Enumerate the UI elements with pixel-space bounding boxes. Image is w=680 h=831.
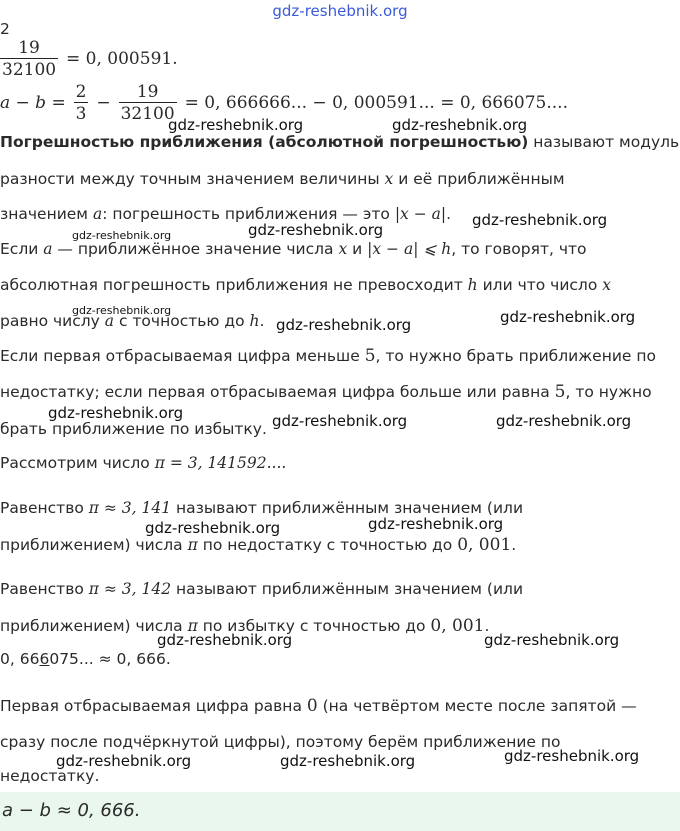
text: . xyxy=(259,312,265,330)
fraction-two-thirds xyxy=(74,82,89,125)
paragraph-2-line-1 xyxy=(0,240,587,258)
definition-text: называют модуль xyxy=(528,133,680,151)
equation-lhs: a − b = xyxy=(0,93,66,113)
watermark[interactable]: gdz-reshebnik.org xyxy=(368,515,504,533)
answer: a − b ≈ 0, 666. xyxy=(2,800,141,821)
watermark[interactable]: gdz-reshebnik.org xyxy=(504,747,640,765)
watermark[interactable]: gdz-reshebnik.org xyxy=(56,752,192,770)
definition-line-1 xyxy=(0,133,679,151)
text: Равенство xyxy=(0,580,89,598)
text: Если первая отбрасываемая цифра меньше xyxy=(0,347,365,365)
watermark[interactable]: gdz-reshebnik.org xyxy=(472,211,608,229)
text: , то нужно xyxy=(565,383,652,401)
text: , то нужно брать приближение по xyxy=(375,347,656,365)
var-a: a xyxy=(43,240,53,258)
text: Первая отбрасываемая цифра равна xyxy=(0,697,307,715)
paragraph-7-line-3: недостатку. xyxy=(0,767,100,785)
var-x: x xyxy=(384,170,394,188)
definition-line-3 xyxy=(0,205,451,223)
var-x: x xyxy=(602,276,611,294)
definition-line-2 xyxy=(0,170,565,188)
paragraph-5-line-2 xyxy=(0,535,516,555)
watermark[interactable]: gdz-reshebnik.org xyxy=(392,116,528,134)
text: 0, 66 xyxy=(0,650,40,668)
text: . xyxy=(446,205,452,223)
watermark[interactable]: gdz-reshebnik.org xyxy=(248,221,384,239)
number-0: 0 xyxy=(306,696,318,716)
fraction-denominator: 32100 xyxy=(120,104,175,124)
paragraph-3-line-2 xyxy=(0,382,652,402)
paragraph-7-line-2: сразу после подчёркнутой цифры), поэтому берём приближение по xyxy=(0,733,561,751)
text: и её приближённым xyxy=(393,170,565,188)
text: по недостатку с точностью до xyxy=(197,536,458,554)
pi-approx-lower: π ≈ 3, 141 xyxy=(88,499,172,517)
text: с точностью до xyxy=(114,312,250,330)
text: разности между точным значением величины xyxy=(0,170,385,188)
fraction-denominator: 32100 xyxy=(2,60,57,80)
text: приближением) числа xyxy=(0,617,188,635)
text: . xyxy=(511,536,517,554)
pi-approx-upper: π ≈ 3, 142 xyxy=(88,580,172,598)
paragraph-4 xyxy=(0,454,286,472)
watermark-top[interactable]: gdz-reshebnik.org xyxy=(272,2,408,20)
abs-expression: |x − a| xyxy=(394,205,447,223)
precision-value: 0, 001 xyxy=(457,535,512,555)
text: значением xyxy=(0,205,93,223)
text: равно числу xyxy=(0,312,105,330)
top-fragment: 2 xyxy=(0,20,10,38)
paragraph-2-line-2 xyxy=(0,276,611,294)
watermark[interactable]: gdz-reshebnik.org xyxy=(145,519,281,537)
fraction-result: = 0, 000591. xyxy=(66,49,178,69)
watermark[interactable]: gdz-reshebnik.org xyxy=(272,412,408,430)
text: или что число xyxy=(477,276,603,294)
fraction-denominator: 3 xyxy=(75,104,87,124)
var-a: a xyxy=(104,312,115,330)
watermark[interactable]: gdz-reshebnik.org xyxy=(157,631,293,649)
fraction-numerator: 2 xyxy=(75,82,87,102)
text: недостатку; если первая отбрасываемая цифра больше или равна xyxy=(0,383,555,401)
text: называют приближённым значением (или xyxy=(171,580,524,598)
watermark[interactable]: gdz-reshebnik.org xyxy=(48,404,184,422)
precision-value: 0, 001 xyxy=(430,616,485,636)
text: : погрешность приближения — это xyxy=(102,205,395,223)
fraction-line xyxy=(0,38,178,81)
fraction-numerator: 19 xyxy=(0,38,58,59)
watermark[interactable]: gdz-reshebnik.org xyxy=(72,304,172,317)
var-h: h xyxy=(249,312,260,330)
pi-symbol: π xyxy=(187,617,198,635)
var-h: h xyxy=(467,276,478,294)
inequality: |x − a| ⩽ h xyxy=(367,240,452,258)
text: , то говорят, что xyxy=(451,240,587,258)
paragraph-7-line-1 xyxy=(0,696,637,716)
watermark[interactable]: gdz-reshebnik.org xyxy=(496,412,632,430)
definition-term: Погрешностью приближения (абсолютной погрешностью) xyxy=(0,133,529,151)
paragraph-3-line-1 xyxy=(0,346,656,366)
pi-symbol: π xyxy=(187,536,198,554)
pi-value: π = 3, 141592.... xyxy=(154,454,287,472)
fraction-numerator: 19 xyxy=(119,82,177,103)
number-5: 5 xyxy=(364,346,376,366)
fraction xyxy=(0,38,58,81)
var-a: a xyxy=(92,205,103,223)
answer-box xyxy=(0,792,680,831)
var-x: x xyxy=(338,240,348,258)
text: приближением) числа xyxy=(0,536,188,554)
watermark[interactable]: gdz-reshebnik.org xyxy=(500,308,636,326)
text: и xyxy=(347,240,368,258)
equation-rhs: = 0, 666666... − 0, 000591... = 0, 666075.... xyxy=(184,93,568,113)
text: абсолютная погрешность приближения не превосходит xyxy=(0,276,468,294)
text: называют приближённым значением (или xyxy=(171,499,524,517)
minus-sign: − xyxy=(96,93,111,113)
watermark[interactable]: gdz-reshebnik.org xyxy=(280,752,416,770)
underlined-digit: 6 xyxy=(39,650,50,668)
watermark[interactable]: gdz-reshebnik.org xyxy=(168,116,304,134)
text: Если xyxy=(0,240,44,258)
approximation-line xyxy=(0,650,171,668)
text: 075... ≈ 0, 666. xyxy=(49,650,171,668)
text: — приближённое значение числа xyxy=(52,240,339,258)
text: . xyxy=(484,617,490,635)
text: Равенство xyxy=(0,499,89,517)
text: (на четвёртом месте после запятой — xyxy=(317,697,637,715)
number-5: 5 xyxy=(554,382,566,402)
watermark[interactable]: gdz-reshebnik.org xyxy=(484,631,620,649)
watermark[interactable]: gdz-reshebnik.org xyxy=(72,229,172,242)
paragraph-3-line-3: брать приближение по избытку. xyxy=(0,420,267,438)
paragraph-6-line-1 xyxy=(0,580,523,598)
text: Рассмотрим число xyxy=(0,454,155,472)
watermark[interactable]: gdz-reshebnik.org xyxy=(276,316,412,334)
text: по избытку с точностью до xyxy=(197,617,431,635)
